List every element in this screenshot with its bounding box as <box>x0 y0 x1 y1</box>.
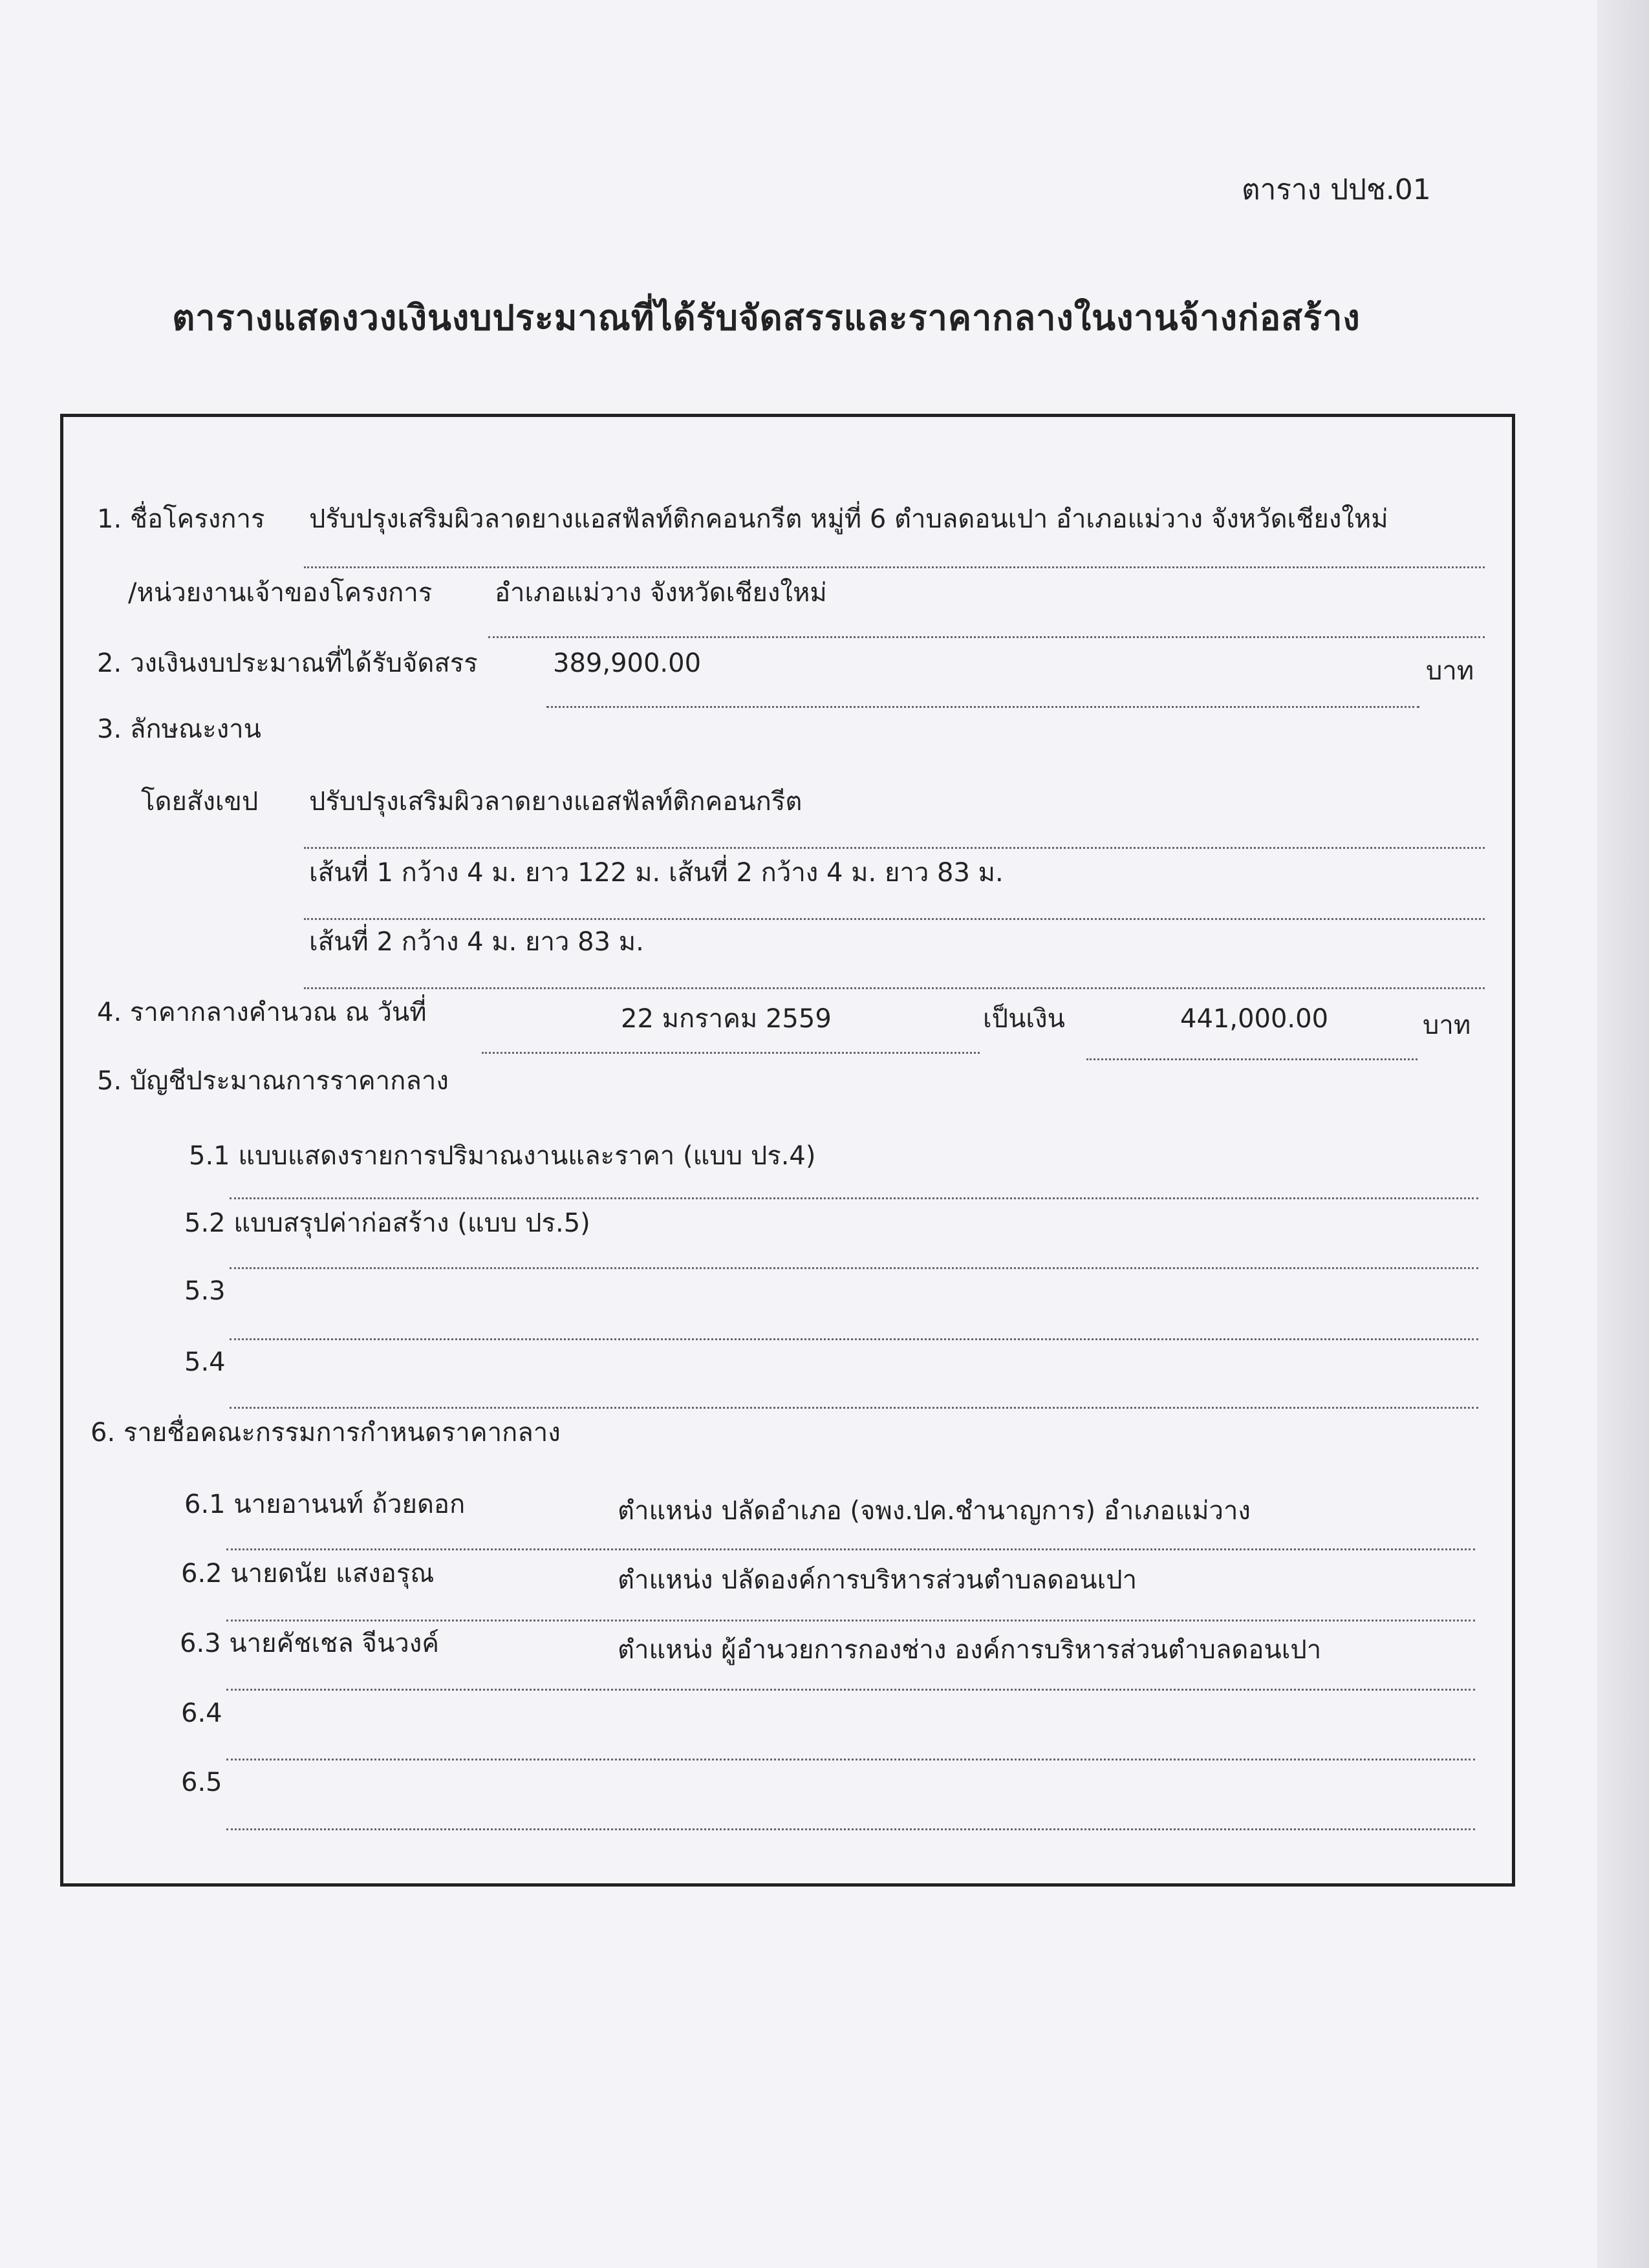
dotted-line <box>230 1267 1478 1269</box>
owner-value: อำเภอแม่วาง จังหวัดเชียงใหม่ <box>495 578 827 608</box>
dotted-line <box>546 706 1419 708</box>
owner-label: /หน่วยงานเจ้าของโครงการ <box>128 578 433 608</box>
dotted-line <box>304 987 1485 989</box>
budget-value: 389,900.00 <box>553 648 702 678</box>
dotted-line <box>226 1689 1475 1691</box>
price-unit: บาท <box>1423 1011 1471 1040</box>
work-line-2: เส้นที่ 1 กว้าง 4 ม. ยาว 122 ม. เส้นที่ 2 กว้าง 4 ม. ยาว 83 ม. <box>309 858 1004 888</box>
member-name: 6.2 นายดนัย แสงอรุณ <box>181 1559 435 1589</box>
dotted-line <box>230 1338 1478 1340</box>
estimate-entry: 5.4 <box>184 1347 226 1377</box>
dotted-line <box>230 1407 1478 1409</box>
dotted-line <box>230 1197 1478 1199</box>
member-position: ตำแหน่ง ปลัดอำเภอ (จพง.ปค.ชำนาญการ) อำเภอแม่วาง <box>618 1496 1251 1526</box>
estimate-entry: 5.3 <box>184 1276 226 1306</box>
item1-label: 1. ชื่อโครงการ <box>97 504 265 534</box>
member-position: ตำแหน่ง ปลัดองค์การบริหารส่วนตำบลดอนเปา <box>618 1565 1137 1595</box>
member-name: 6.3 นายคัชเชล จีนวงค์ <box>180 1629 440 1658</box>
dotted-line <box>304 847 1485 849</box>
summary-label: โดยสังเขป <box>141 787 259 817</box>
price-amount: 441,000.00 <box>1180 1004 1329 1034</box>
budget-unit: บาท <box>1426 656 1474 686</box>
dotted-line <box>488 636 1485 638</box>
estimate-entry: 5.1 แบบแสดงรายการปริมาณงานและราคา (แบบ ปร.4) <box>189 1141 816 1171</box>
dotted-line <box>482 1052 980 1054</box>
dotted-line <box>1086 1058 1417 1060</box>
work-line-1: ปรับปรุงเสริมผิวลาดยางแอสฟัลท์ติกคอนกรีต <box>309 787 803 817</box>
member-name: 6.1 นายอานนท์ ถ้วยดอก <box>184 1490 466 1519</box>
work-line-3: เส้นที่ 2 กว้าง 4 ม. ยาว 83 ม. <box>309 927 644 957</box>
price-date: 22 มกราคม 2559 <box>621 1004 832 1034</box>
project-name: ปรับปรุงเสริมผิวลาดยางแอสฟัลท์ติกคอนกรีต หมู่ที่ 6 ตำบลดอนเปา อำเภอแม่วาง จังหวัดเชียงใหม่ <box>309 504 1388 534</box>
dotted-line <box>304 918 1485 920</box>
document-title: ตารางแสดงวงเงินงบประมาณที่ได้รับจัดสรรและราคากลางในงานจ้างก่อสร้าง <box>172 297 1361 338</box>
item6-label: 6. รายชื่อคณะกรรมการกำหนดราคากลาง <box>91 1418 561 1448</box>
item5-label: 5. บัญชีประมาณการราคากลาง <box>97 1066 449 1096</box>
dotted-line <box>226 1759 1475 1760</box>
page-edge-shadow <box>1597 0 1649 2268</box>
item2-label: 2. วงเงินงบประมาณที่ได้รับจัดสรร <box>97 648 478 678</box>
member-position: ตำแหน่ง ผู้อำนวยการกองช่าง องค์การบริหารส่วนตำบลดอนเปา <box>618 1635 1322 1665</box>
member-name: 6.5 <box>181 1768 222 1797</box>
dotted-line <box>304 566 1485 568</box>
dotted-line <box>226 1620 1475 1621</box>
member-name: 6.4 <box>181 1698 222 1728</box>
estimate-entry: 5.2 แบบสรุปค่าก่อสร้าง (แบบ ปร.5) <box>184 1208 590 1238</box>
form-code: ตาราง ปปช.01 <box>1242 173 1431 206</box>
amount-label: เป็นเงิน <box>983 1004 1065 1034</box>
item3-label: 3. ลักษณะงาน <box>97 714 261 744</box>
dotted-line <box>226 1548 1475 1550</box>
dotted-line <box>226 1828 1475 1830</box>
item4-label: 4. ราคากลางคำนวณ ณ วันที่ <box>97 998 427 1027</box>
